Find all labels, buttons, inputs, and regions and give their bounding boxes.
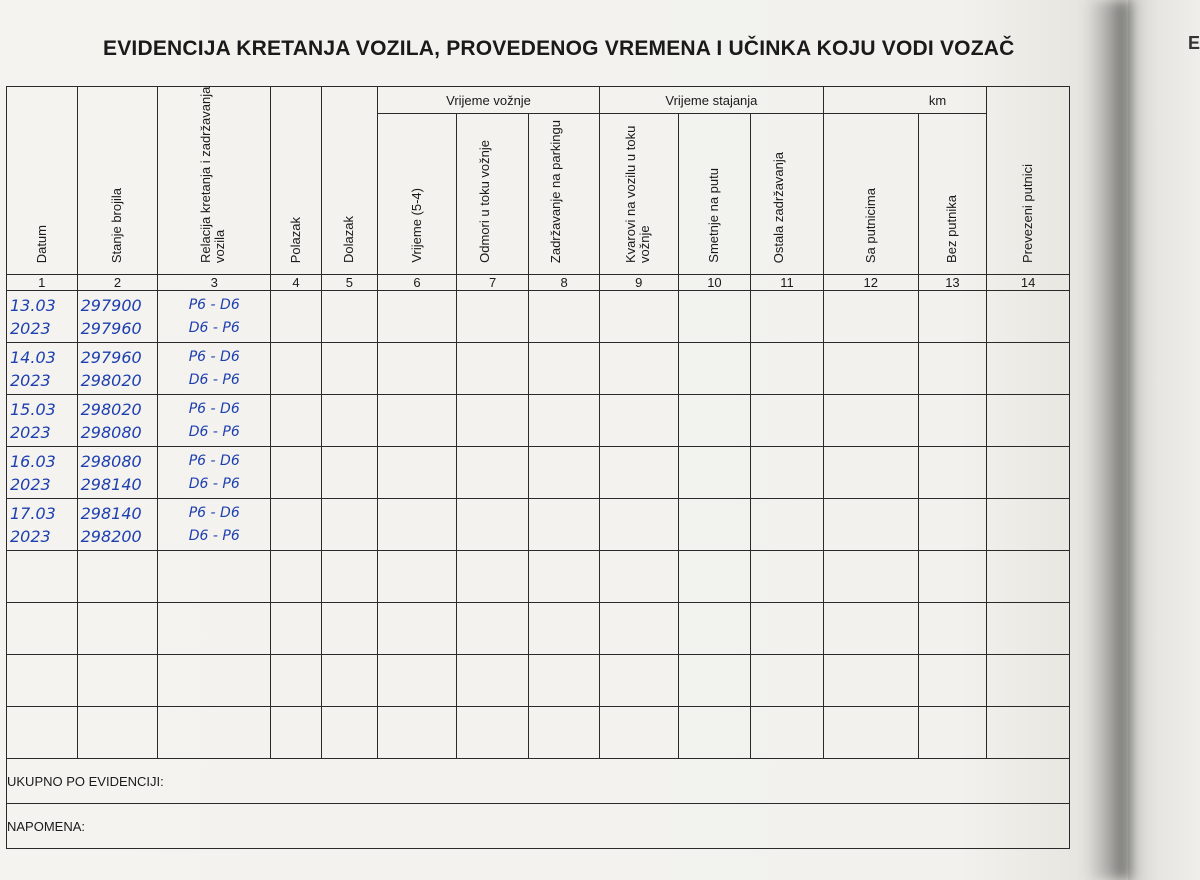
route-line: P6 - D6 bbox=[188, 296, 240, 313]
empty-cell[interactable] bbox=[751, 707, 824, 759]
empty-cell[interactable] bbox=[529, 551, 600, 603]
col-num: 10 bbox=[678, 275, 751, 291]
empty-cell[interactable] bbox=[378, 395, 457, 447]
route-line: D6 - P6 bbox=[188, 527, 240, 544]
empty-cell[interactable] bbox=[987, 499, 1070, 551]
col-num: 3 bbox=[158, 275, 271, 291]
empty-cell[interactable] bbox=[823, 707, 918, 759]
empty-cell[interactable] bbox=[823, 499, 918, 551]
date-cell[interactable] bbox=[7, 447, 78, 499]
empty-row bbox=[7, 603, 1070, 655]
date-cell[interactable] bbox=[7, 395, 78, 447]
empty-cell[interactable] bbox=[321, 395, 377, 447]
empty-cell[interactable] bbox=[158, 603, 271, 655]
empty-cell[interactable] bbox=[529, 291, 600, 343]
empty-cell[interactable] bbox=[321, 499, 377, 551]
route-line: D6 - P6 bbox=[188, 423, 240, 440]
form-title: EVIDENCIJA KRETANJA VOZILA, PROVEDENOG VREMENA I UČINKA KOJU VODI VOZAČ bbox=[103, 37, 1015, 60]
empty-cell[interactable] bbox=[378, 603, 457, 655]
empty-cell[interactable] bbox=[378, 655, 457, 707]
empty-cell[interactable] bbox=[678, 395, 751, 447]
empty-cell[interactable] bbox=[751, 551, 824, 603]
date-cell[interactable] bbox=[7, 343, 78, 395]
note-label: NAPOMENA: bbox=[7, 804, 1070, 849]
empty-cell[interactable] bbox=[456, 291, 529, 343]
empty-cell[interactable] bbox=[321, 291, 377, 343]
empty-cell[interactable] bbox=[599, 291, 678, 343]
route-cell[interactable] bbox=[158, 395, 271, 447]
header-ostala-zadrzavanja: Ostala zadržavanja bbox=[751, 114, 824, 275]
empty-cell[interactable] bbox=[321, 447, 377, 499]
odometer-line: 298080 bbox=[80, 422, 142, 442]
empty-cell[interactable] bbox=[321, 551, 377, 603]
col-num: 12 bbox=[823, 275, 918, 291]
header-odmori: Odmori u toku vožnje bbox=[456, 114, 529, 275]
empty-cell[interactable] bbox=[599, 603, 678, 655]
log-entry-row bbox=[7, 499, 1070, 551]
date-line: 13.03 bbox=[10, 295, 56, 315]
date-line: 2023 bbox=[10, 422, 51, 442]
empty-cell[interactable] bbox=[271, 499, 321, 551]
col-num: 7 bbox=[456, 275, 529, 291]
empty-cell[interactable] bbox=[529, 343, 600, 395]
empty-cell[interactable] bbox=[751, 395, 824, 447]
col-num: 11 bbox=[751, 275, 824, 291]
route-line: D6 - P6 bbox=[188, 475, 240, 492]
empty-cell[interactable] bbox=[987, 655, 1070, 707]
empty-cell[interactable] bbox=[271, 707, 321, 759]
empty-cell[interactable] bbox=[678, 603, 751, 655]
empty-cell[interactable] bbox=[529, 499, 600, 551]
empty-cell[interactable] bbox=[751, 655, 824, 707]
header-dolazak: Dolazak bbox=[321, 87, 377, 275]
header-smetnje: Smetnje na putu bbox=[678, 114, 751, 275]
empty-cell[interactable] bbox=[678, 707, 751, 759]
empty-cell[interactable] bbox=[987, 707, 1070, 759]
empty-cell[interactable] bbox=[678, 343, 751, 395]
route-line: P6 - D6 bbox=[188, 504, 240, 521]
empty-cell[interactable] bbox=[918, 499, 987, 551]
empty-cell[interactable] bbox=[918, 551, 987, 603]
empty-cell[interactable] bbox=[823, 603, 918, 655]
empty-cell[interactable] bbox=[321, 343, 377, 395]
empty-cell[interactable] bbox=[678, 551, 751, 603]
empty-cell[interactable] bbox=[271, 291, 321, 343]
empty-cell[interactable] bbox=[456, 395, 529, 447]
odometer-line: 298020 bbox=[80, 370, 142, 390]
entry-rows bbox=[7, 291, 1070, 759]
odometer-line: 297960 bbox=[80, 318, 142, 338]
empty-cell[interactable] bbox=[7, 551, 78, 603]
date-line: 17.03 bbox=[10, 503, 56, 523]
empty-cell[interactable] bbox=[987, 447, 1070, 499]
empty-cell[interactable] bbox=[751, 447, 824, 499]
empty-cell[interactable] bbox=[918, 291, 987, 343]
route-cell[interactable] bbox=[158, 447, 271, 499]
log-entry-row bbox=[7, 291, 1070, 343]
empty-cell[interactable] bbox=[599, 707, 678, 759]
empty-cell[interactable] bbox=[77, 551, 158, 603]
odometer-line: 298140 bbox=[80, 503, 142, 523]
empty-cell[interactable] bbox=[7, 655, 78, 707]
route-line: D6 - P6 bbox=[188, 371, 240, 388]
header-prevezeni-putnici: Prevezeni putnici bbox=[987, 87, 1070, 275]
date-line: 16.03 bbox=[10, 451, 56, 471]
empty-cell[interactable] bbox=[456, 603, 529, 655]
empty-cell[interactable] bbox=[7, 707, 78, 759]
footer-note-row bbox=[7, 804, 1070, 849]
empty-cell[interactable] bbox=[751, 603, 824, 655]
odometer-cell[interactable] bbox=[77, 447, 158, 499]
empty-cell[interactable] bbox=[918, 707, 987, 759]
header-vrijeme: Vrijeme (5-4) bbox=[378, 114, 457, 275]
footer-total-row bbox=[7, 759, 1070, 804]
header-group-vrijeme-voznje: Vrijeme vožnje bbox=[378, 87, 600, 114]
empty-cell[interactable] bbox=[918, 447, 987, 499]
header-relacija: Relacija kretanja i zadržavanja vozila bbox=[158, 87, 271, 275]
empty-cell[interactable] bbox=[823, 551, 918, 603]
date-line: 15.03 bbox=[10, 399, 56, 419]
empty-cell[interactable] bbox=[823, 291, 918, 343]
odometer-line: 298080 bbox=[80, 451, 142, 471]
empty-cell[interactable] bbox=[378, 499, 457, 551]
date-line: 2023 bbox=[10, 370, 51, 390]
header-stanje-brojila: Stanje brojila bbox=[77, 87, 158, 275]
empty-cell[interactable] bbox=[378, 343, 457, 395]
odometer-line: 298140 bbox=[80, 474, 142, 494]
empty-cell[interactable] bbox=[823, 655, 918, 707]
odometer-cell[interactable] bbox=[77, 343, 158, 395]
empty-cell[interactable] bbox=[529, 395, 600, 447]
empty-cell[interactable] bbox=[599, 655, 678, 707]
empty-cell[interactable] bbox=[823, 447, 918, 499]
empty-cell[interactable] bbox=[321, 707, 377, 759]
empty-cell[interactable] bbox=[271, 551, 321, 603]
col-num: 5 bbox=[321, 275, 377, 291]
total-label: UKUPNO PO EVIDENCIJI: bbox=[7, 759, 1070, 804]
header-bez-putnika: Bez putnika bbox=[918, 114, 987, 275]
empty-cell[interactable] bbox=[678, 499, 751, 551]
empty-cell[interactable] bbox=[529, 447, 600, 499]
header-group-vrijeme-stajanja: Vrijeme stajanja bbox=[599, 87, 823, 114]
empty-cell[interactable] bbox=[456, 551, 529, 603]
header-polazak: Polazak bbox=[271, 87, 321, 275]
date-line: 2023 bbox=[10, 526, 51, 546]
date-line: 2023 bbox=[10, 318, 51, 338]
empty-cell[interactable] bbox=[529, 603, 600, 655]
col-num: 2 bbox=[77, 275, 158, 291]
odometer-line: 298020 bbox=[80, 399, 142, 419]
empty-cell[interactable] bbox=[918, 655, 987, 707]
empty-cell[interactable] bbox=[987, 291, 1070, 343]
odometer-cell[interactable] bbox=[77, 291, 158, 343]
empty-cell[interactable] bbox=[271, 343, 321, 395]
header-group-km: km bbox=[823, 87, 986, 114]
empty-cell[interactable] bbox=[158, 551, 271, 603]
empty-cell[interactable] bbox=[599, 447, 678, 499]
empty-cell[interactable] bbox=[158, 655, 271, 707]
empty-cell[interactable] bbox=[987, 343, 1070, 395]
empty-cell[interactable] bbox=[751, 343, 824, 395]
empty-cell[interactable] bbox=[987, 551, 1070, 603]
empty-cell[interactable] bbox=[378, 447, 457, 499]
date-line: 2023 bbox=[10, 474, 51, 494]
empty-cell[interactable] bbox=[77, 603, 158, 655]
empty-cell[interactable] bbox=[599, 343, 678, 395]
header-sa-putnicima: Sa putnicima bbox=[823, 114, 918, 275]
empty-cell[interactable] bbox=[456, 343, 529, 395]
log-entry-row bbox=[7, 343, 1070, 395]
empty-cell[interactable] bbox=[918, 395, 987, 447]
log-entry-row bbox=[7, 395, 1070, 447]
empty-cell[interactable] bbox=[599, 499, 678, 551]
empty-cell[interactable] bbox=[751, 499, 824, 551]
empty-cell[interactable] bbox=[823, 395, 918, 447]
empty-cell[interactable] bbox=[321, 655, 377, 707]
col-num: 13 bbox=[918, 275, 987, 291]
empty-row bbox=[7, 551, 1070, 603]
empty-cell[interactable] bbox=[456, 707, 529, 759]
empty-row bbox=[7, 707, 1070, 759]
log-entry-row bbox=[7, 447, 1070, 499]
route-line: D6 - P6 bbox=[188, 319, 240, 336]
empty-cell[interactable] bbox=[678, 447, 751, 499]
date-cell[interactable] bbox=[7, 499, 78, 551]
col-num: 9 bbox=[599, 275, 678, 291]
odometer-cell[interactable] bbox=[77, 395, 158, 447]
col-num: 8 bbox=[529, 275, 600, 291]
empty-cell[interactable] bbox=[321, 603, 377, 655]
header-datum: Datum bbox=[7, 87, 78, 275]
route-line: P6 - D6 bbox=[188, 452, 240, 469]
empty-cell[interactable] bbox=[271, 655, 321, 707]
empty-cell[interactable] bbox=[599, 395, 678, 447]
empty-cell[interactable] bbox=[77, 655, 158, 707]
empty-cell[interactable] bbox=[823, 343, 918, 395]
date-cell[interactable] bbox=[7, 291, 78, 343]
col-num: 6 bbox=[378, 275, 457, 291]
empty-cell[interactable] bbox=[529, 655, 600, 707]
empty-cell[interactable] bbox=[158, 707, 271, 759]
empty-cell[interactable] bbox=[599, 551, 678, 603]
empty-cell[interactable] bbox=[678, 291, 751, 343]
empty-row bbox=[7, 655, 1070, 707]
col-num: 14 bbox=[987, 275, 1070, 291]
empty-cell[interactable] bbox=[751, 291, 824, 343]
route-line: P6 - D6 bbox=[188, 400, 240, 417]
vehicle-log-table bbox=[6, 86, 1070, 849]
page-fold-shadow bbox=[1085, 0, 1135, 880]
odometer-line: 298200 bbox=[80, 526, 142, 546]
header-kvarovi: Kvarovi na vozilu u toku vožnje bbox=[599, 114, 678, 275]
route-cell[interactable] bbox=[158, 499, 271, 551]
col-num: 4 bbox=[271, 275, 321, 291]
right-page bbox=[1128, 0, 1200, 880]
empty-cell[interactable] bbox=[529, 707, 600, 759]
col-num: 1 bbox=[7, 275, 78, 291]
empty-cell[interactable] bbox=[378, 291, 457, 343]
empty-cell[interactable] bbox=[271, 447, 321, 499]
date-line: 14.03 bbox=[10, 347, 56, 367]
header-zadrzavanje-parking: Zadržavanje na parkingu bbox=[529, 114, 600, 275]
empty-cell[interactable] bbox=[378, 551, 457, 603]
empty-cell[interactable] bbox=[7, 603, 78, 655]
empty-cell[interactable] bbox=[456, 655, 529, 707]
odometer-line: 297960 bbox=[80, 347, 142, 367]
route-line: P6 - D6 bbox=[188, 348, 240, 365]
empty-cell[interactable] bbox=[678, 655, 751, 707]
empty-cell[interactable] bbox=[456, 499, 529, 551]
empty-cell[interactable] bbox=[918, 343, 987, 395]
odometer-cell[interactable] bbox=[77, 499, 158, 551]
odometer-line: 297900 bbox=[80, 295, 142, 315]
empty-cell[interactable] bbox=[271, 603, 321, 655]
empty-cell[interactable] bbox=[987, 603, 1070, 655]
empty-cell[interactable] bbox=[378, 707, 457, 759]
route-cell[interactable] bbox=[158, 343, 271, 395]
empty-cell[interactable] bbox=[918, 603, 987, 655]
route-cell[interactable] bbox=[158, 291, 271, 343]
empty-cell[interactable] bbox=[77, 707, 158, 759]
empty-cell[interactable] bbox=[456, 447, 529, 499]
right-page-letter: E bbox=[1188, 33, 1200, 53]
empty-cell[interactable] bbox=[271, 395, 321, 447]
column-number-row bbox=[7, 275, 1070, 291]
empty-cell[interactable] bbox=[987, 395, 1070, 447]
